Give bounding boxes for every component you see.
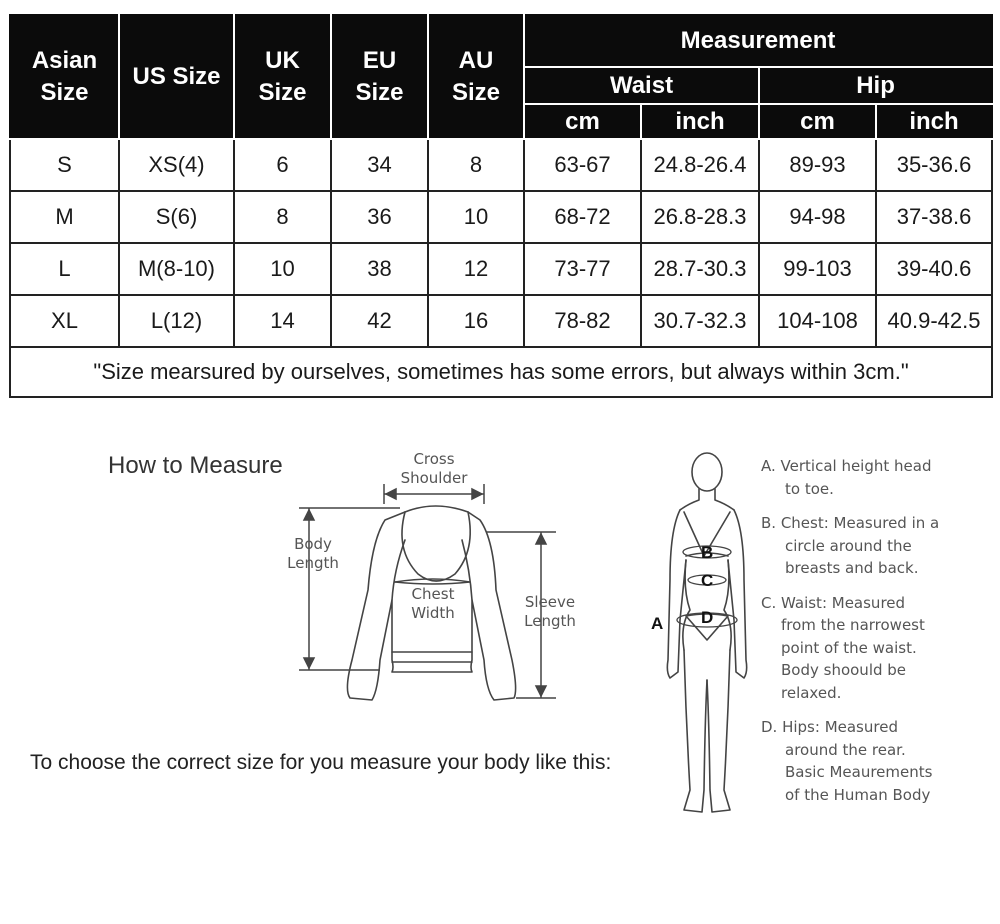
header-waist-cm: cm: [524, 104, 641, 139]
cell-uk: 14: [234, 295, 331, 347]
cell-asian: L: [10, 243, 119, 295]
header-measurement: Measurement: [524, 15, 992, 67]
cell-eu: 42: [331, 295, 428, 347]
cell-us: M(8-10): [119, 243, 234, 295]
header-asian-size: Asian Size: [10, 15, 119, 139]
cell-us: XS(4): [119, 139, 234, 191]
cross-shoulder-label: Cross Shoulder: [400, 450, 468, 487]
header-us-size: US Size: [119, 15, 234, 139]
cell-hip-inch: 39-40.6: [876, 243, 992, 295]
cell-hip-cm: 94-98: [759, 191, 876, 243]
measurement-note: "Size mearsured by ourselves, sometimes has some errors, but always within 3cm.": [10, 347, 992, 397]
note-height: A. Vertical height head to toe.: [761, 457, 932, 498]
header-hip-cm: cm: [759, 104, 876, 139]
cell-hip-inch: 37-38.6: [876, 191, 992, 243]
header-waist-inch: inch: [641, 104, 759, 139]
figure-letter-d: D: [701, 608, 714, 627]
cell-waist-cm: 73-77: [524, 243, 641, 295]
cell-eu: 38: [331, 243, 428, 295]
body-measure-notes: [761, 455, 981, 818]
cell-asian: S: [10, 139, 119, 191]
figure-letter-b: B: [701, 543, 714, 562]
cell-hip-cm: 89-93: [759, 139, 876, 191]
cell-hip-inch: 40.9-42.5: [876, 295, 992, 347]
header-hip: Hip: [759, 67, 992, 104]
cell-au: 16: [428, 295, 524, 347]
cell-asian: XL: [10, 295, 119, 347]
cell-waist-inch: 30.7-32.3: [641, 295, 759, 347]
cell-uk: 10: [234, 243, 331, 295]
header-hip-inch: inch: [876, 104, 992, 139]
note-chest: B. Chest: Measured in a circle around the breasts and back.: [761, 514, 940, 577]
cell-uk: 8: [234, 191, 331, 243]
cell-hip-cm: 104-108: [759, 295, 876, 347]
cell-waist-inch: 28.7-30.3: [641, 243, 759, 295]
cell-waist-inch: 24.8-26.4: [641, 139, 759, 191]
cell-waist-cm: 63-67: [524, 139, 641, 191]
chest-width-label: Chest Width: [411, 585, 455, 622]
choose-size-instruction: To choose the correct size for you measure your body like this:: [30, 751, 612, 774]
header-waist: Waist: [524, 67, 759, 104]
figure-letter-c: C: [701, 571, 714, 590]
note-hips: D. Hips: Measured around the rear. Basic Meaurements of the Human Body: [761, 718, 933, 804]
sleeve-length-label: Sleeve Length: [524, 593, 576, 630]
cell-waist-cm: 78-82: [524, 295, 641, 347]
cell-au: 12: [428, 243, 524, 295]
how-to-measure-title: How to Measure: [108, 452, 283, 479]
cell-us: L(12): [119, 295, 234, 347]
cell-eu: 34: [331, 139, 428, 191]
note-waist: C. Waist: Measured from the narrowest point of the waist. Body shoould be relaxed.: [761, 593, 925, 702]
cell-us: S(6): [119, 191, 234, 243]
header-uk-size: UK Size: [234, 15, 331, 139]
cell-uk: 6: [234, 139, 331, 191]
cell-au: 10: [428, 191, 524, 243]
body-length-label: Body Length: [287, 535, 339, 572]
cell-waist-cm: 68-72: [524, 191, 641, 243]
cell-hip-inch: 35-36.6: [876, 139, 992, 191]
figure-letter-a: A: [651, 614, 664, 633]
cell-hip-cm: 99-103: [759, 243, 876, 295]
header-au-size: AU Size: [428, 15, 524, 139]
cell-eu: 36: [331, 191, 428, 243]
cell-asian: M: [10, 191, 119, 243]
cell-au: 8: [428, 139, 524, 191]
body-outline: [667, 453, 746, 812]
cell-waist-inch: 26.8-28.3: [641, 191, 759, 243]
header-eu-size: EU Size: [331, 15, 428, 139]
